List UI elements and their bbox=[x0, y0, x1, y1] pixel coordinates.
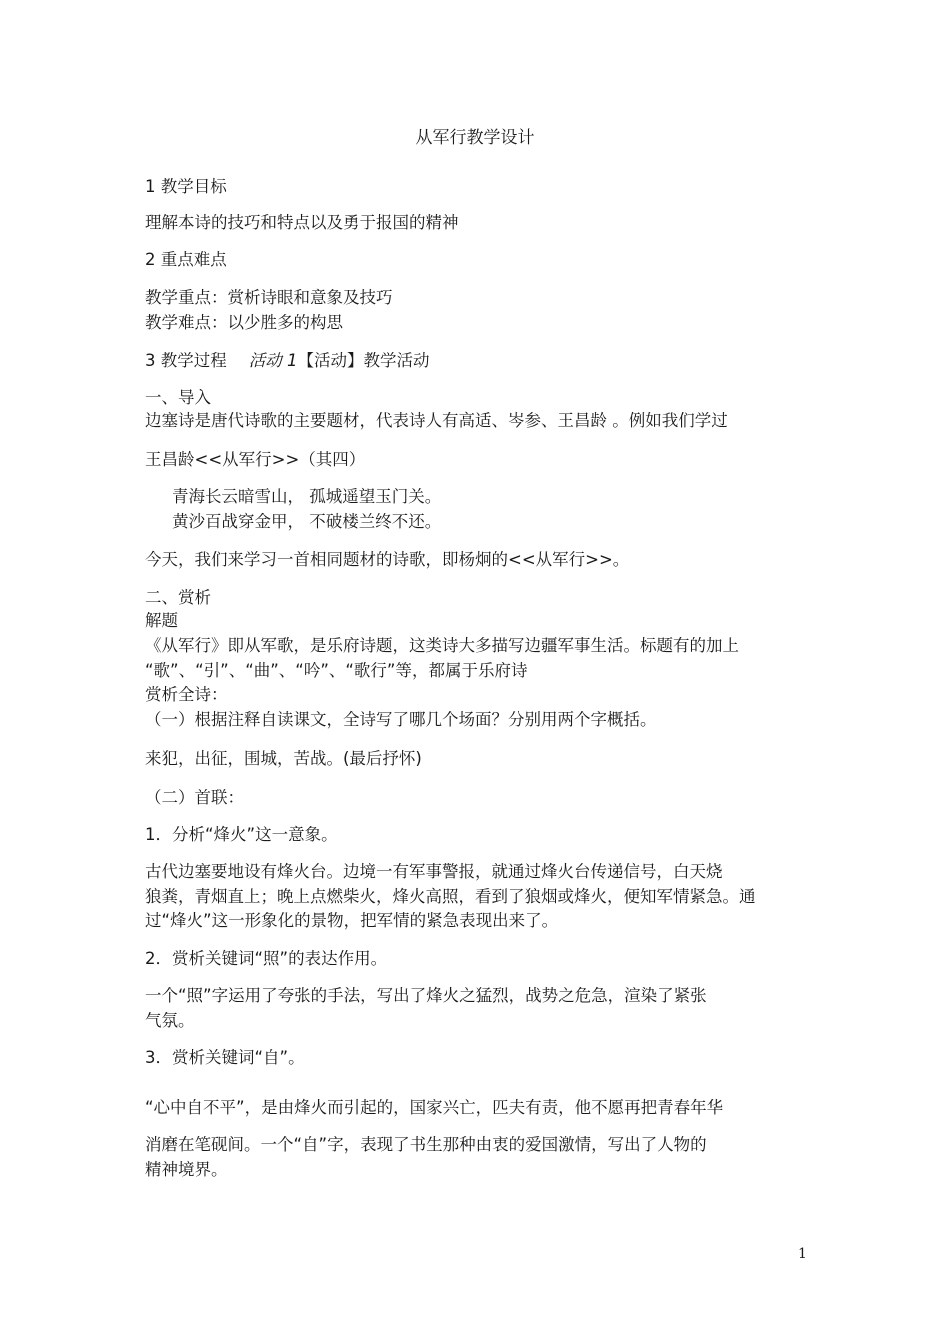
today-text: 今天，我们来学习一首相同题材的诗歌，即杨炯的<<从军行>>。 bbox=[145, 550, 630, 569]
section-appreciation-heading: 二、赏析 bbox=[145, 588, 211, 607]
point-2-title: 2．赏析关键词“照”的表达作用。 bbox=[145, 949, 388, 968]
heading-teaching-goals: 1 教学目标 bbox=[145, 177, 227, 196]
activity-label: 活动 1 bbox=[248, 351, 298, 370]
point-3-line-2: 消磨在笔砚间。一个“自”字，表现了书生那种由衷的爱国激情，写出了人物的 bbox=[145, 1135, 707, 1154]
goal-text: 理解本诗的技巧和特点以及勇于报国的精神 bbox=[145, 213, 459, 232]
point-2-line-2: 气氛。 bbox=[145, 1011, 195, 1030]
appreciate-label: 赏析全诗： bbox=[145, 685, 228, 704]
point-3-line-1: “心中自不平”，是由烽火而引起的，国家兴亡，匹夫有责，他不愿再把青春年华 bbox=[145, 1098, 724, 1117]
point-3-title: 3．赏析关键词“自”。 bbox=[145, 1048, 305, 1067]
heading-key-points: 2 重点难点 bbox=[145, 250, 227, 269]
question-2: （二）首联： bbox=[145, 788, 244, 807]
poem-line-1: 青海长云暗雪山， 孤城遥望玉门关。 bbox=[172, 487, 442, 506]
section-intro-heading: 一、导入 bbox=[145, 388, 211, 407]
hard-point-text: 教学难点：以少胜多的构思 bbox=[145, 313, 343, 332]
process-label: 3 教学过程 bbox=[145, 351, 227, 370]
activity-title: 【活动】教学活动 bbox=[297, 351, 430, 370]
heading-teaching-process bbox=[145, 350, 430, 372]
key-point-text: 教学重点：赏析诗眼和意象及技巧 bbox=[145, 288, 393, 307]
poem-line-2: 黄沙百战穿金甲， 不破楼兰终不还。 bbox=[172, 512, 442, 531]
point-1-title: 1．分析“烽火”这一意象。 bbox=[145, 825, 338, 844]
jieti-line-2: “歌”、“引”、“曲”、“吟”、“歌行”等，都属于乐府诗 bbox=[145, 661, 528, 680]
point-1-line-3: 过“烽火”这一形象化的景物，把军情的紧急表现出来了。 bbox=[145, 911, 559, 930]
jieti-line-1: 《从军行》即从军歌，是乐府诗题，这类诗大多描写边疆军事生活。标题有的加上 bbox=[145, 636, 739, 655]
intro-line-1: 边塞诗是唐代诗歌的主要题材，代表诗人有高适、岑参、王昌龄 。例如我们学过 bbox=[145, 411, 728, 430]
point-1-line-2: 狼粪，青烟直上；晚上点燃柴火，烽火高照，看到了狼烟或烽火，便知军情紧急。通 bbox=[145, 887, 756, 906]
question-1: （一）根据注释自读课文，全诗写了哪几个场面？分别用两个字概括。 bbox=[145, 710, 657, 729]
answer-1: 来犯，出征，围城，苦战。(最后抒怀) bbox=[145, 749, 422, 768]
point-3-line-3: 精神境界。 bbox=[145, 1160, 228, 1179]
point-2-line-1: 一个“照”字运用了夸张的手法，写出了烽火之猛烈，战势之危急，渲染了紧张 bbox=[145, 986, 707, 1005]
page-number: 1 bbox=[798, 1246, 807, 1262]
jieti-label: 解题 bbox=[145, 611, 178, 630]
intro-line-2: 王昌龄<<从军行>>（其四） bbox=[145, 450, 366, 469]
document-title: 从军行教学设计 bbox=[415, 128, 535, 148]
point-1-line-1: 古代边塞要地设有烽火台。边境一有军事警报，就通过烽火台传递信号，白天烧 bbox=[145, 862, 723, 881]
